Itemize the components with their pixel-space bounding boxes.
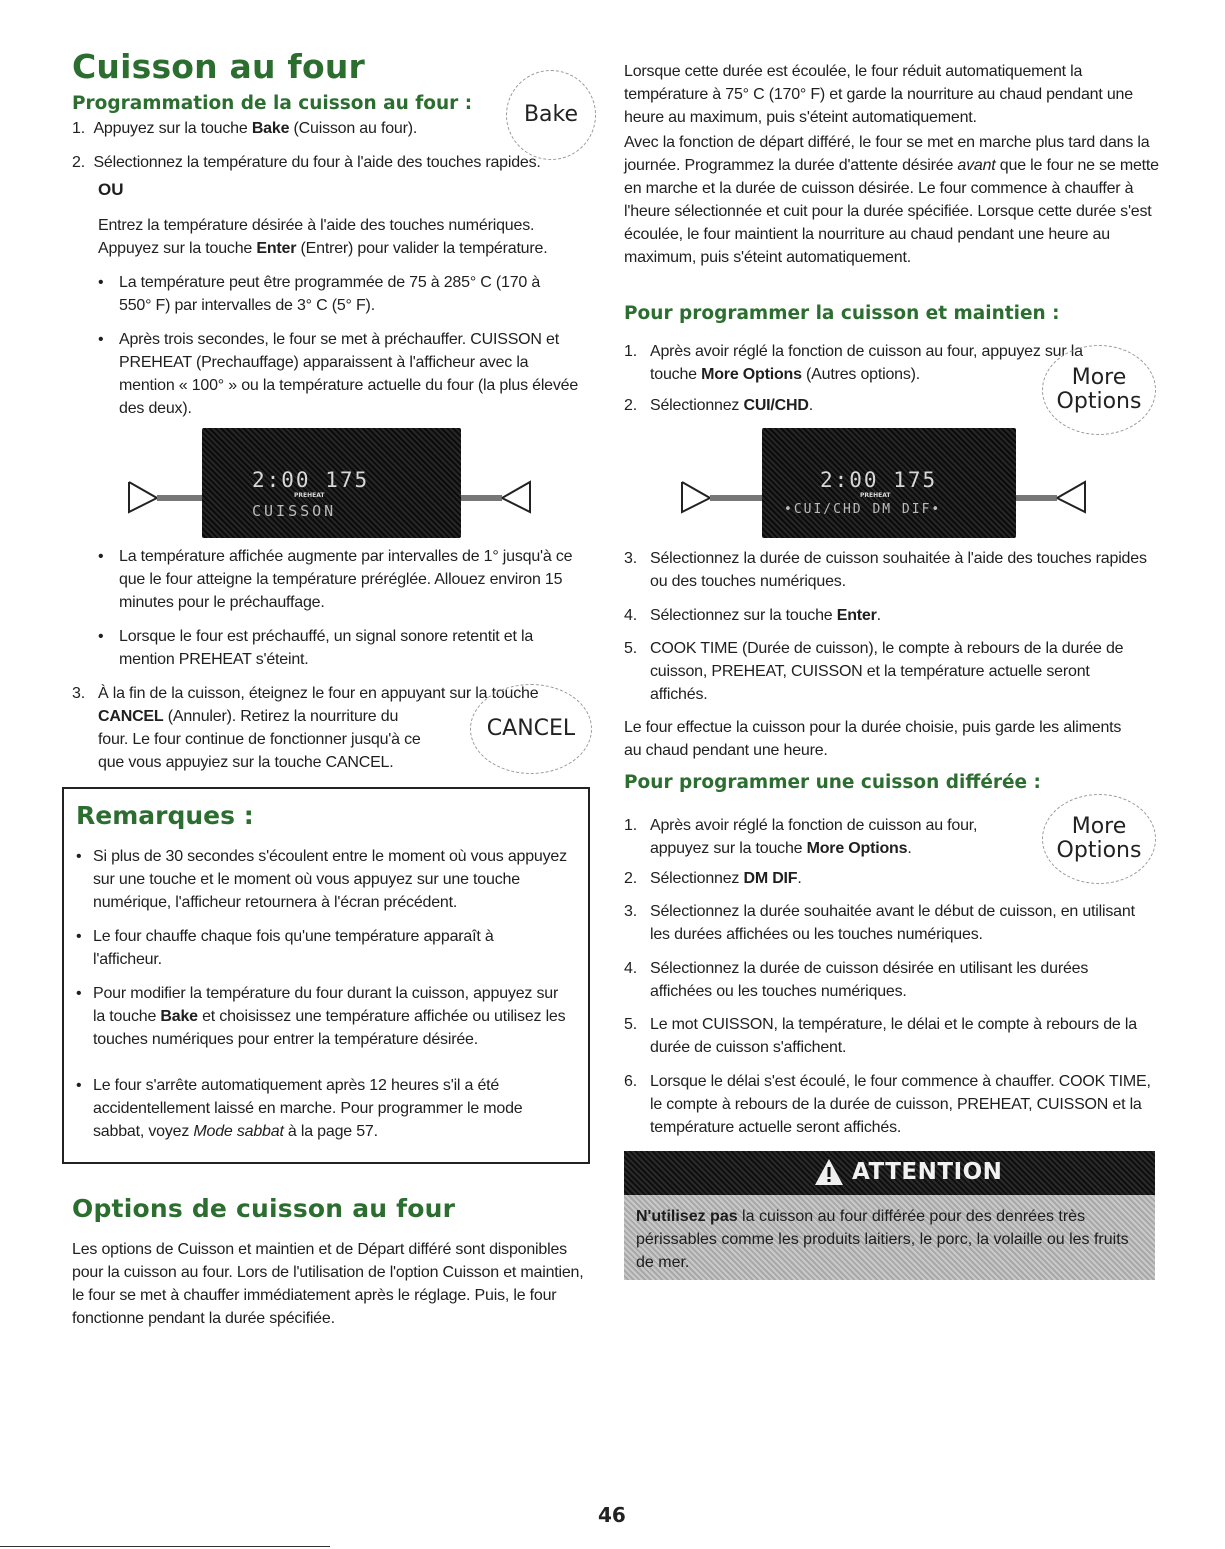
- heading-programmation: Programmation de la cuisson au four :: [72, 93, 473, 114]
- maintien-summary: Le four effectue la cuisson pour la durée choisie, puis garde les aliments au chaud pendant une heure.: [624, 719, 1122, 759]
- lcd-screen: [762, 428, 1016, 538]
- warning-icon: [814, 1158, 844, 1186]
- differee-step-5: 5. Le mot CUISSON, la température, le délai et le compte à rebours de la durée de cuisson s'affichent.: [624, 1016, 1137, 1056]
- bullet-temp-range: • La température peut être programmée de 75 à 285° C (170 à 550° F) par intervalles de 3° C (5° F).: [98, 274, 541, 314]
- oven-display-cui-chd: [680, 428, 1100, 538]
- heading-cuisson-maintien: Pour programmer la cuisson et maintien :: [624, 303, 1060, 324]
- maintien-step-3: 3. Sélectionnez la durée de cuisson souhaitée à l'aide des touches rapides ou des touches numériques.: [624, 550, 1147, 590]
- differee-step-3: 3. Sélectionnez la durée souhaitée avant le début de cuisson, en utilisant les durées affichées ou les touches numériques.: [624, 903, 1135, 943]
- oven-display-cuisson: [127, 428, 547, 538]
- bullet-preheated: • Lorsque le four est préchauffé, un signal sonore retentit et la mention PREHEAT s'éteint.: [98, 628, 534, 668]
- differee-step-2: 2. Sélectionnez DM DIF.: [624, 870, 802, 887]
- lcd-time-temp: 2:00 175: [820, 468, 938, 492]
- remarque-1: • Si plus de 30 secondes s'écoulent entre le moment où vous appuyez sur une touche et le moment où vous appuyez sur une touche numérique, l'afficheur retournera à l'écran précédent.: [76, 848, 567, 911]
- remarques-title: Remarques :: [76, 801, 254, 830]
- attention-title: ATTENTION: [852, 1159, 1003, 1185]
- bake-key-icon: Bake: [506, 70, 596, 160]
- differee-step-1: 1. Après avoir réglé la fonction de cuisson au four, appuyez sur la touche More Options.: [624, 817, 978, 857]
- section-title-options: Options de cuisson au four: [72, 1194, 456, 1223]
- remarque-3: • Pour modifier la température du four durant la cuisson, appuyez sur la touche Bake et choisissez une température affichée ou utilisez les touches numériques pour entrer la température désirée.: [76, 985, 566, 1048]
- options-paragraph: Les options de Cuisson et maintien et de Départ différé sont disponibles pour la cuisson au four. Lors de l'utilisation de l'option Cuisson et maintien, le four se met à chauffer immédiatement après le réglage. Puis, le four fonctionne pendant la durée spécifiée.: [72, 1241, 584, 1327]
- cancel-key-icon: CANCEL: [470, 684, 592, 774]
- attention-body: [624, 1195, 1155, 1280]
- attention-banner: [624, 1151, 1155, 1195]
- bullet-preheat: • Après trois secondes, le four se met à préchauffer. CUISSON et PREHEAT (Prechauffage) apparaissent à l'afficheur avec la mention « 100° » ou la température actuelle du four (la plus élevée des deux).: [98, 331, 579, 417]
- lcd-mode-label: CUISSON: [252, 502, 337, 520]
- ou-label: OU: [98, 180, 124, 199]
- enter-instructions: Entrez la température désirée à l'aide des touches numériques. Appuyez sur la touche Enter (Entrer) pour valider la température.: [98, 217, 548, 257]
- more-options-key-icon: More Options: [1042, 345, 1156, 435]
- lcd-preheat-label: PREHEAT: [294, 492, 325, 499]
- lcd-mode-label: •CUI/CHD DM DIF•: [784, 502, 942, 517]
- section-title-cuisson: Cuisson au four: [72, 47, 366, 86]
- maintien-step-1: 1. Après avoir réglé la fonction de cuisson au four, appuyez sur la touche More Options (Autres options).: [624, 343, 1083, 383]
- differee-step-4: 4. Sélectionnez la durée de cuisson désirée en utilisant les durées affichées ou les touches numériques.: [624, 960, 1089, 1000]
- para-depart-differe: Avec la fonction de départ différé, le four se met en marche plus tard dans la journée. Programmez la durée d'attente désirée avant que le four ne se mette en marche et la durée de cuisson désirée. Le four commence à chauffer à l'heure sélectionnée et cuit pour la durée spécifiée. Lorsque cette durée s'est écoulée, le four maintient la nourriture au chaud pendant une heure au maximum, puis s'éteint automatiquement.: [624, 134, 1159, 266]
- lcd-time-temp: 2:00 175: [252, 468, 370, 492]
- para-reduction: Lorsque cette durée est écoulée, le four réduit automatiquement la température à 75° C (170° F) et garde la nourriture au chaud pendant une heure au maximum, puis s'éteint automatiquement.: [624, 63, 1133, 126]
- maintien-step-5: 5. COOK TIME (Durée de cuisson), le compte à rebours de la durée de cuisson, PREHEAT, CUISSON et la température actuelle seront affichés.: [624, 640, 1124, 703]
- page-number: 46: [598, 1503, 626, 1527]
- differee-step-6: 6. Lorsque le délai s'est écoulé, le four commence à chauffer. COOK TIME, le compte à rebours de la durée de cuisson, PREHEAT, CUISSON et la température actuelle seront affichés.: [624, 1073, 1151, 1136]
- bullet-temp-increase: • La température affichée augmente par intervalles de 1° jusqu'à ce que le four atteigne la température préréglée. Allouez environ 15 minutes pour le préchauffage.: [98, 548, 573, 611]
- step-3: 3. À la fin de la cuisson, éteignez le four en appuyant sur la touche CANCEL (Annuler). Retirez la nourriture du four. Le four continue de fonctionner jusqu'à ce que vous appuyiez sur la touche CANCEL.: [72, 685, 539, 771]
- remarque-2: • Le four chauffe chaque fois qu'une température apparaît à l'afficheur.: [76, 928, 494, 968]
- maintien-step-2: 2. Sélectionnez CUI/CHD.: [624, 397, 813, 414]
- heading-cuisson-differee: Pour programmer une cuisson différée :: [624, 772, 1041, 793]
- remarque-4: • Le four s'arrête automatiquement après 12 heures s'il a été accidentellement laissé en marche. Pour programmer le mode sabbat, voyez Mode sabbat à la page 57.: [76, 1077, 523, 1140]
- lcd-screen: [202, 428, 461, 538]
- footer-rule: [0, 1546, 330, 1547]
- attention-text: N'utilisez pas la cuisson au four différée pour des denrées très périssables comme les produits laitiers, le porc, la volaille ou les fruits de mer.: [636, 1208, 1129, 1271]
- more-options-key-icon: More Options: [1042, 794, 1156, 884]
- lcd-preheat-label: PREHEAT: [860, 492, 891, 499]
- step-2: 2. Sélectionnez la température du four à l'aide des touches rapides.: [72, 154, 541, 171]
- maintien-step-4: 4. Sélectionnez sur la touche Enter.: [624, 607, 881, 624]
- remarques-box: [62, 787, 590, 1164]
- step-1: 1. Appuyez sur la touche Bake (Cuisson au four).: [72, 120, 418, 137]
